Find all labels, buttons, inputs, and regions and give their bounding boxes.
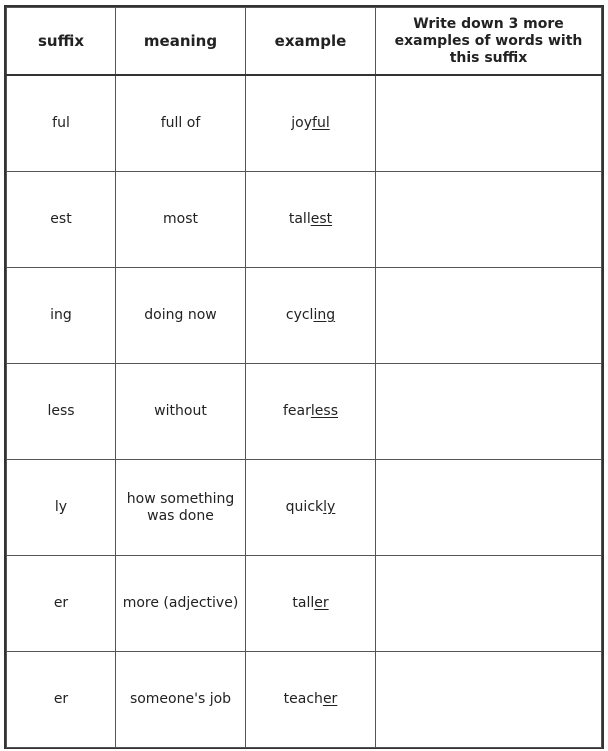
meaning-cell: full of: [116, 75, 246, 172]
meaning-cell: doing now: [116, 268, 246, 364]
example-suffix: less: [310, 403, 338, 419]
answer-cell[interactable]: [376, 268, 602, 364]
header-task: Write down 3 more examples of words with this suffix: [376, 8, 602, 76]
example-base: teach: [283, 691, 323, 707]
table-row: [7, 75, 602, 172]
example-cell: [246, 556, 376, 652]
table-row: [7, 364, 602, 460]
example-cell: [246, 268, 376, 364]
answer-cell[interactable]: [376, 460, 602, 556]
suffix-table: [6, 7, 602, 748]
suffix-cell: ly: [7, 460, 116, 556]
header-row: [7, 8, 602, 76]
example-cell: [246, 460, 376, 556]
example-suffix: ly: [323, 499, 336, 515]
example-cell: [246, 364, 376, 460]
example-suffix: ful: [312, 115, 330, 131]
example-base: tall: [288, 211, 311, 227]
table-row: [7, 556, 602, 652]
meaning-cell: most: [116, 172, 246, 268]
answer-cell[interactable]: [376, 75, 602, 172]
table-row: [7, 172, 602, 268]
table-row: [7, 460, 602, 556]
answer-cell[interactable]: [376, 172, 602, 268]
meaning-cell: more (adjective): [116, 556, 246, 652]
suffix-cell: ing: [7, 268, 116, 364]
suffix-cell: er: [7, 652, 116, 748]
answer-cell[interactable]: [376, 364, 602, 460]
meaning-cell: how something was done: [116, 460, 246, 556]
example-cell: [246, 652, 376, 748]
suffix-worksheet: [4, 5, 604, 749]
suffix-cell: er: [7, 556, 116, 652]
example-suffix: er: [314, 595, 329, 611]
header-suffix: suffix: [7, 8, 116, 76]
table-row: [7, 652, 602, 748]
suffix-cell: ful: [7, 75, 116, 172]
example-cell: [246, 75, 376, 172]
example-suffix: er: [322, 691, 338, 707]
example-base: cycl: [285, 307, 314, 323]
suffix-cell: less: [7, 364, 116, 460]
header-example: example: [246, 8, 376, 76]
example-base: tall: [292, 595, 315, 611]
example-suffix: est: [310, 211, 333, 227]
example-cell: [246, 172, 376, 268]
meaning-cell: someone's job: [116, 652, 246, 748]
example-base: fear: [283, 403, 311, 419]
example-base: joy: [291, 115, 313, 131]
suffix-cell: est: [7, 172, 116, 268]
answer-cell[interactable]: [376, 652, 602, 748]
table-row: [7, 268, 602, 364]
answer-cell[interactable]: [376, 556, 602, 652]
header-meaning: meaning: [116, 8, 246, 76]
example-suffix: ing: [313, 307, 336, 323]
meaning-cell: without: [116, 364, 246, 460]
example-base: quick: [285, 499, 324, 515]
